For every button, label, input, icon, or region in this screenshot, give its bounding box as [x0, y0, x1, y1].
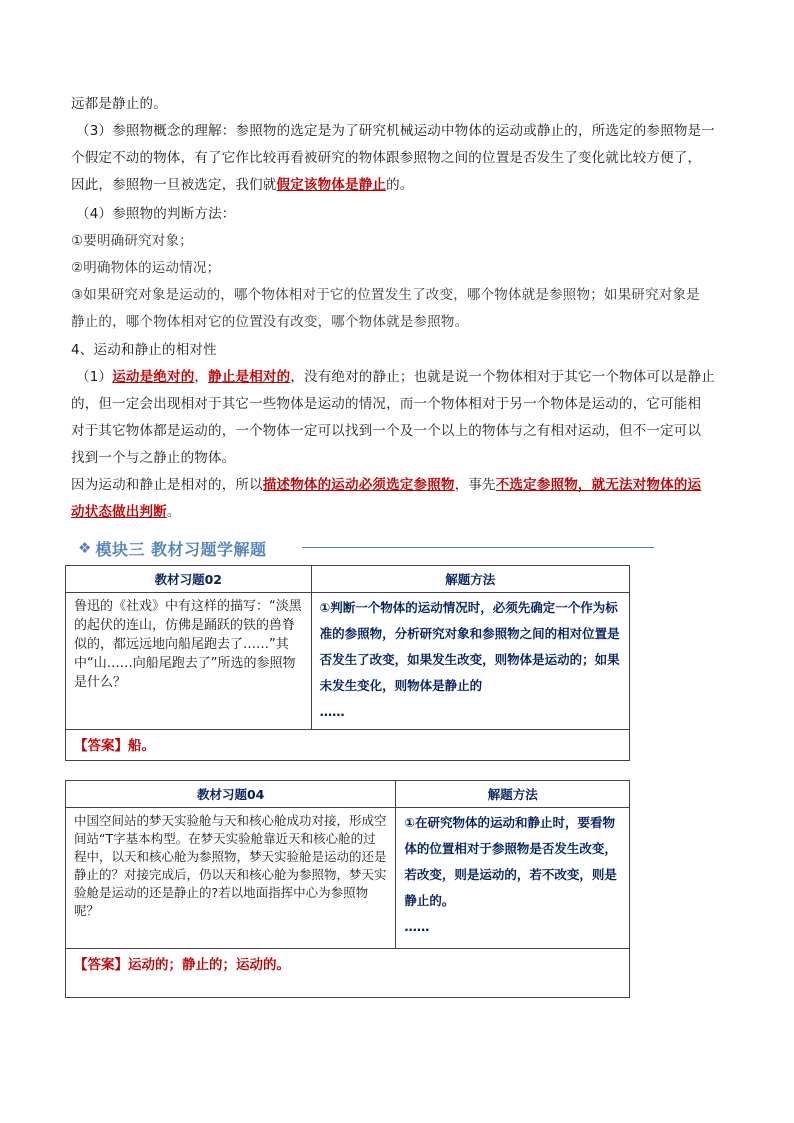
answer-row: [66, 949, 630, 998]
text-span: 。: [166, 504, 181, 520]
answer-row: [66, 730, 630, 761]
text-span: 的。: [386, 177, 414, 193]
text-span: （1）: [76, 369, 113, 385]
emphasis-text: 运动是绝对的: [112, 369, 195, 385]
table-header-method: 解题方法: [311, 566, 629, 593]
table-header-exercise: 教材习题04: [66, 781, 396, 808]
method-ellipsis: ……: [404, 919, 430, 934]
emphasis-text: 假定该物体是静止: [276, 177, 387, 193]
table-header-exercise: 教材习题02: [66, 566, 312, 593]
method-text: ①在研究物体的运动和静止时，要看物体的位置相对于参照物是否发生改变，若改变，则是运动的，若不改变，则是静止的。: [404, 815, 617, 908]
answer-label: 【答案】: [74, 957, 128, 973]
text-line: ②明确物体的运动情况；: [71, 260, 221, 276]
answer-label: 【答案】: [74, 738, 128, 754]
emphasis-text: 静止是相对的: [208, 369, 291, 385]
answer-value: 船。: [128, 738, 155, 754]
method-text: ①判断一个物体的运动情况时，必须先确定一个作为标准的参照物，分析研究对象和参照物之间的相对位置是否发生了改变，如果发生改变，则物体是运动的；如果未发生变化，则物体是静止的: [319, 600, 620, 693]
text-line: 找到一个与之静止的物体。: [71, 450, 236, 466]
text-line: 静止的，哪个物体相对它的位置没有改变，哪个物体就是参照物。: [71, 314, 469, 330]
text-line: [71, 175, 731, 195]
module-title: 模块三 教材习题学解题: [95, 539, 267, 559]
emphasis-text: 描述物体的运动必须选定参照物: [262, 477, 455, 493]
text-line: 远都是静止的。: [71, 96, 167, 112]
exercise-table-1: [65, 565, 630, 761]
diamond-arrow-icon: ❖: [78, 539, 92, 557]
text-span: 因此，参照物一旦被选定，我们就: [71, 177, 277, 193]
emphasis-text: 动状态做出判断: [71, 504, 167, 520]
module-header: [78, 536, 267, 560]
text-span: ，事先: [454, 477, 496, 493]
text-line: （3）参照物概念的理解：参照物的选定是为了研究机械运动中物体的运动或静止的，所选定的参照物是一: [76, 123, 715, 139]
module-divider: [302, 547, 654, 548]
text-line: ③如果研究对象是运动的，哪个物体相对于它的位置发生了改变，哪个物体就是参照物；如果研究对象是: [71, 287, 700, 303]
solving-method: [311, 593, 629, 730]
text-line: 的，但一定会出现相对于其它一些物体是运动的情况，而一个物体相对于另一个物体是运动的，它可能相: [71, 396, 702, 412]
answer-value: 运动的；静止的；运动的。: [128, 957, 290, 973]
text-line: [71, 502, 731, 522]
text-line: ①要明确研究对象；: [71, 233, 193, 249]
solving-method: [396, 808, 630, 949]
text-line: [76, 367, 736, 387]
method-ellipsis: ……: [319, 704, 345, 719]
text-span: ，: [194, 369, 209, 385]
emphasis-text: 不选定参照物，就无法对物体的运: [495, 477, 702, 493]
text-line: [71, 475, 731, 495]
exercise-table-2: [65, 780, 630, 998]
text-span: ，没有绝对的静止；也就是说一个物体相对于其它一个物体可以是静止: [290, 369, 716, 385]
text-line: （4）参照物的判断方法：: [76, 206, 236, 222]
text-line: 个假定不动的物体，有了它作比较再看被研究的物体跟参照物之间的位置是否发生了变化就比较方便了，: [71, 150, 702, 166]
text-span: 因为运动和静止是相对的，所以: [71, 477, 263, 493]
section-heading: 4、运动和静止的相对性: [71, 342, 217, 358]
exercise-question: 鲁迅的《社戏》中有这样的描写：“淡黑的起伏的连山，仿佛是踊跃的铁的兽脊似的，都远远地向船尾跑去了……”其中“山……向船尾跑去了”所选的参照物是什么？: [66, 593, 312, 730]
table-header-method: 解题方法: [396, 781, 630, 808]
exercise-question: 中国空间站的梦天实验舱与天和核心舱成功对接，形成空间站“T字基本构型。在梦天实验舱靠近天和核心舱的过程中，以天和核心舱为参照物，梦天实验舱是运动的还是静止的？对接完成后，仍以天和核心舱为参照物，梦天实验舱是运动的还是静止的?若以地面指挥中心为参照物呢？: [66, 808, 396, 949]
text-line: 对于其它物体都是运动的，一个物体一定可以找到一个及一个以上的物体与之有相对运动，但不一定可以: [71, 423, 702, 439]
